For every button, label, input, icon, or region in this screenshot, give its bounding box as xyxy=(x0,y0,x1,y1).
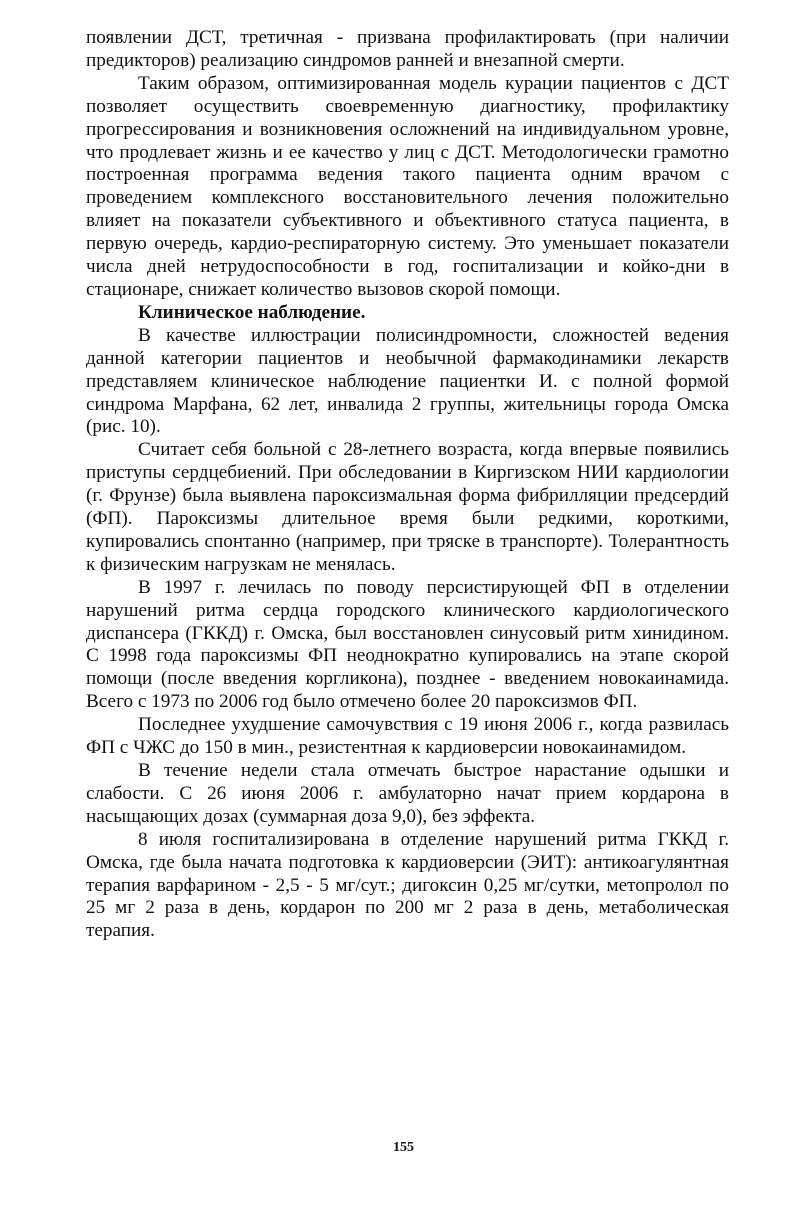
paragraph-treatment-1997: В 1997 г. лечилась по поводу персистирующей ФП в отделении нарушений ритма сердца городского клинического кардиологического диспансера (ГККД) г. Омска, был восстановлен синусовый ритм хинидином. С 1998 года пароксизмы ФП неоднократно купировались на этапе скорой помощи (после введения коргликона), позднее - введением новокаинамида. Всего с 1973 по 2006 год было отмечено более 20 пароксизмов ФП. xyxy=(86,576,729,713)
paragraph-anamnesis: Считает себя больной с 28-летнего возраста, когда впервые появились приступы сердцебиений. При обследовании в Киргизском НИИ кардиологии (г. Фрунзе) была выявлена пароксизмальная форма фибрилляции предсердий (ФП). Пароксизмы длительное время были редкими, короткими, купировались спонтанно (например, при тряске в транспорте). Толерантность к физическим нагрузкам не менялась. xyxy=(86,439,729,575)
paragraph-case-intro: В качестве иллюстрации полисиндромности, сложностей ведения данной категории пациентов и необычной фармакодинамики лекарств представляем клиническое наблюдение пациентки И. с полной формой синдрома Марфана, 62 лет, инвалида 2 группы, жительницы города Омска (рис. 10). xyxy=(86,324,729,438)
paragraph-hospitalization: 8 июля госпитализирована в отделение нарушений ритма ГККД г. Омска, где была начата подготовка к кардиоверсии (ЭИТ): антикоагулянтная терапия варфарином - 2,5 - 5 мг/сут.; дигоксин 0,25 мг/сутки, метопролол по 25 мг 2 раза в день, кордарон по 200 мг 2 раза в день, метаболическая терапия. xyxy=(86,828,729,942)
paragraph-conclusion: Таким образом, оптимизированная модель курации пациентов с ДСТ позволяет осуществить своевременную диагностику, профилактику прогрессирования и возникновения осложнений на индивидуальном уровне, что продлевает жизнь и ее качество у лиц с ДСТ. Методологически грамотно построенная программа ведения такого пациента одним врачом с проведением комплексного восстановительного лечения положительно влияет на показатели субъективного и объективного статуса пациента, в первую очередь, кардио-респираторную систему. Это уменьшает показатели числа дней нетрудоспособности в год, госпитализации и койко-дни в стационаре, снижает количество вызовов скорой помощи. xyxy=(86,72,729,300)
body-text xyxy=(86,27,729,943)
paragraph-dyspnea: В течение недели стала отмечать быстрое нарастание одышки и слабости. С 26 июня 2006 г. амбулаторно начат прием кордарона в насыщающих дозах (суммарная доза 9,0), без эффекта. xyxy=(86,760,729,827)
paragraph-continued: появлении ДСТ, третичная - призвана профилактировать (при наличии предикторов) реализацию синдромов ранней и внезапной смерти. xyxy=(86,27,729,71)
page-number: 155 xyxy=(393,1140,414,1155)
paragraph-deterioration: Последнее ухудшение самочувствия с 19 июня 2006 г., когда развилась ФП с ЧЖС до 150 в мин., резистентная к кардиоверсии новокаинамидом. xyxy=(86,714,729,759)
section-heading: Клиническое наблюдение. xyxy=(138,301,366,323)
